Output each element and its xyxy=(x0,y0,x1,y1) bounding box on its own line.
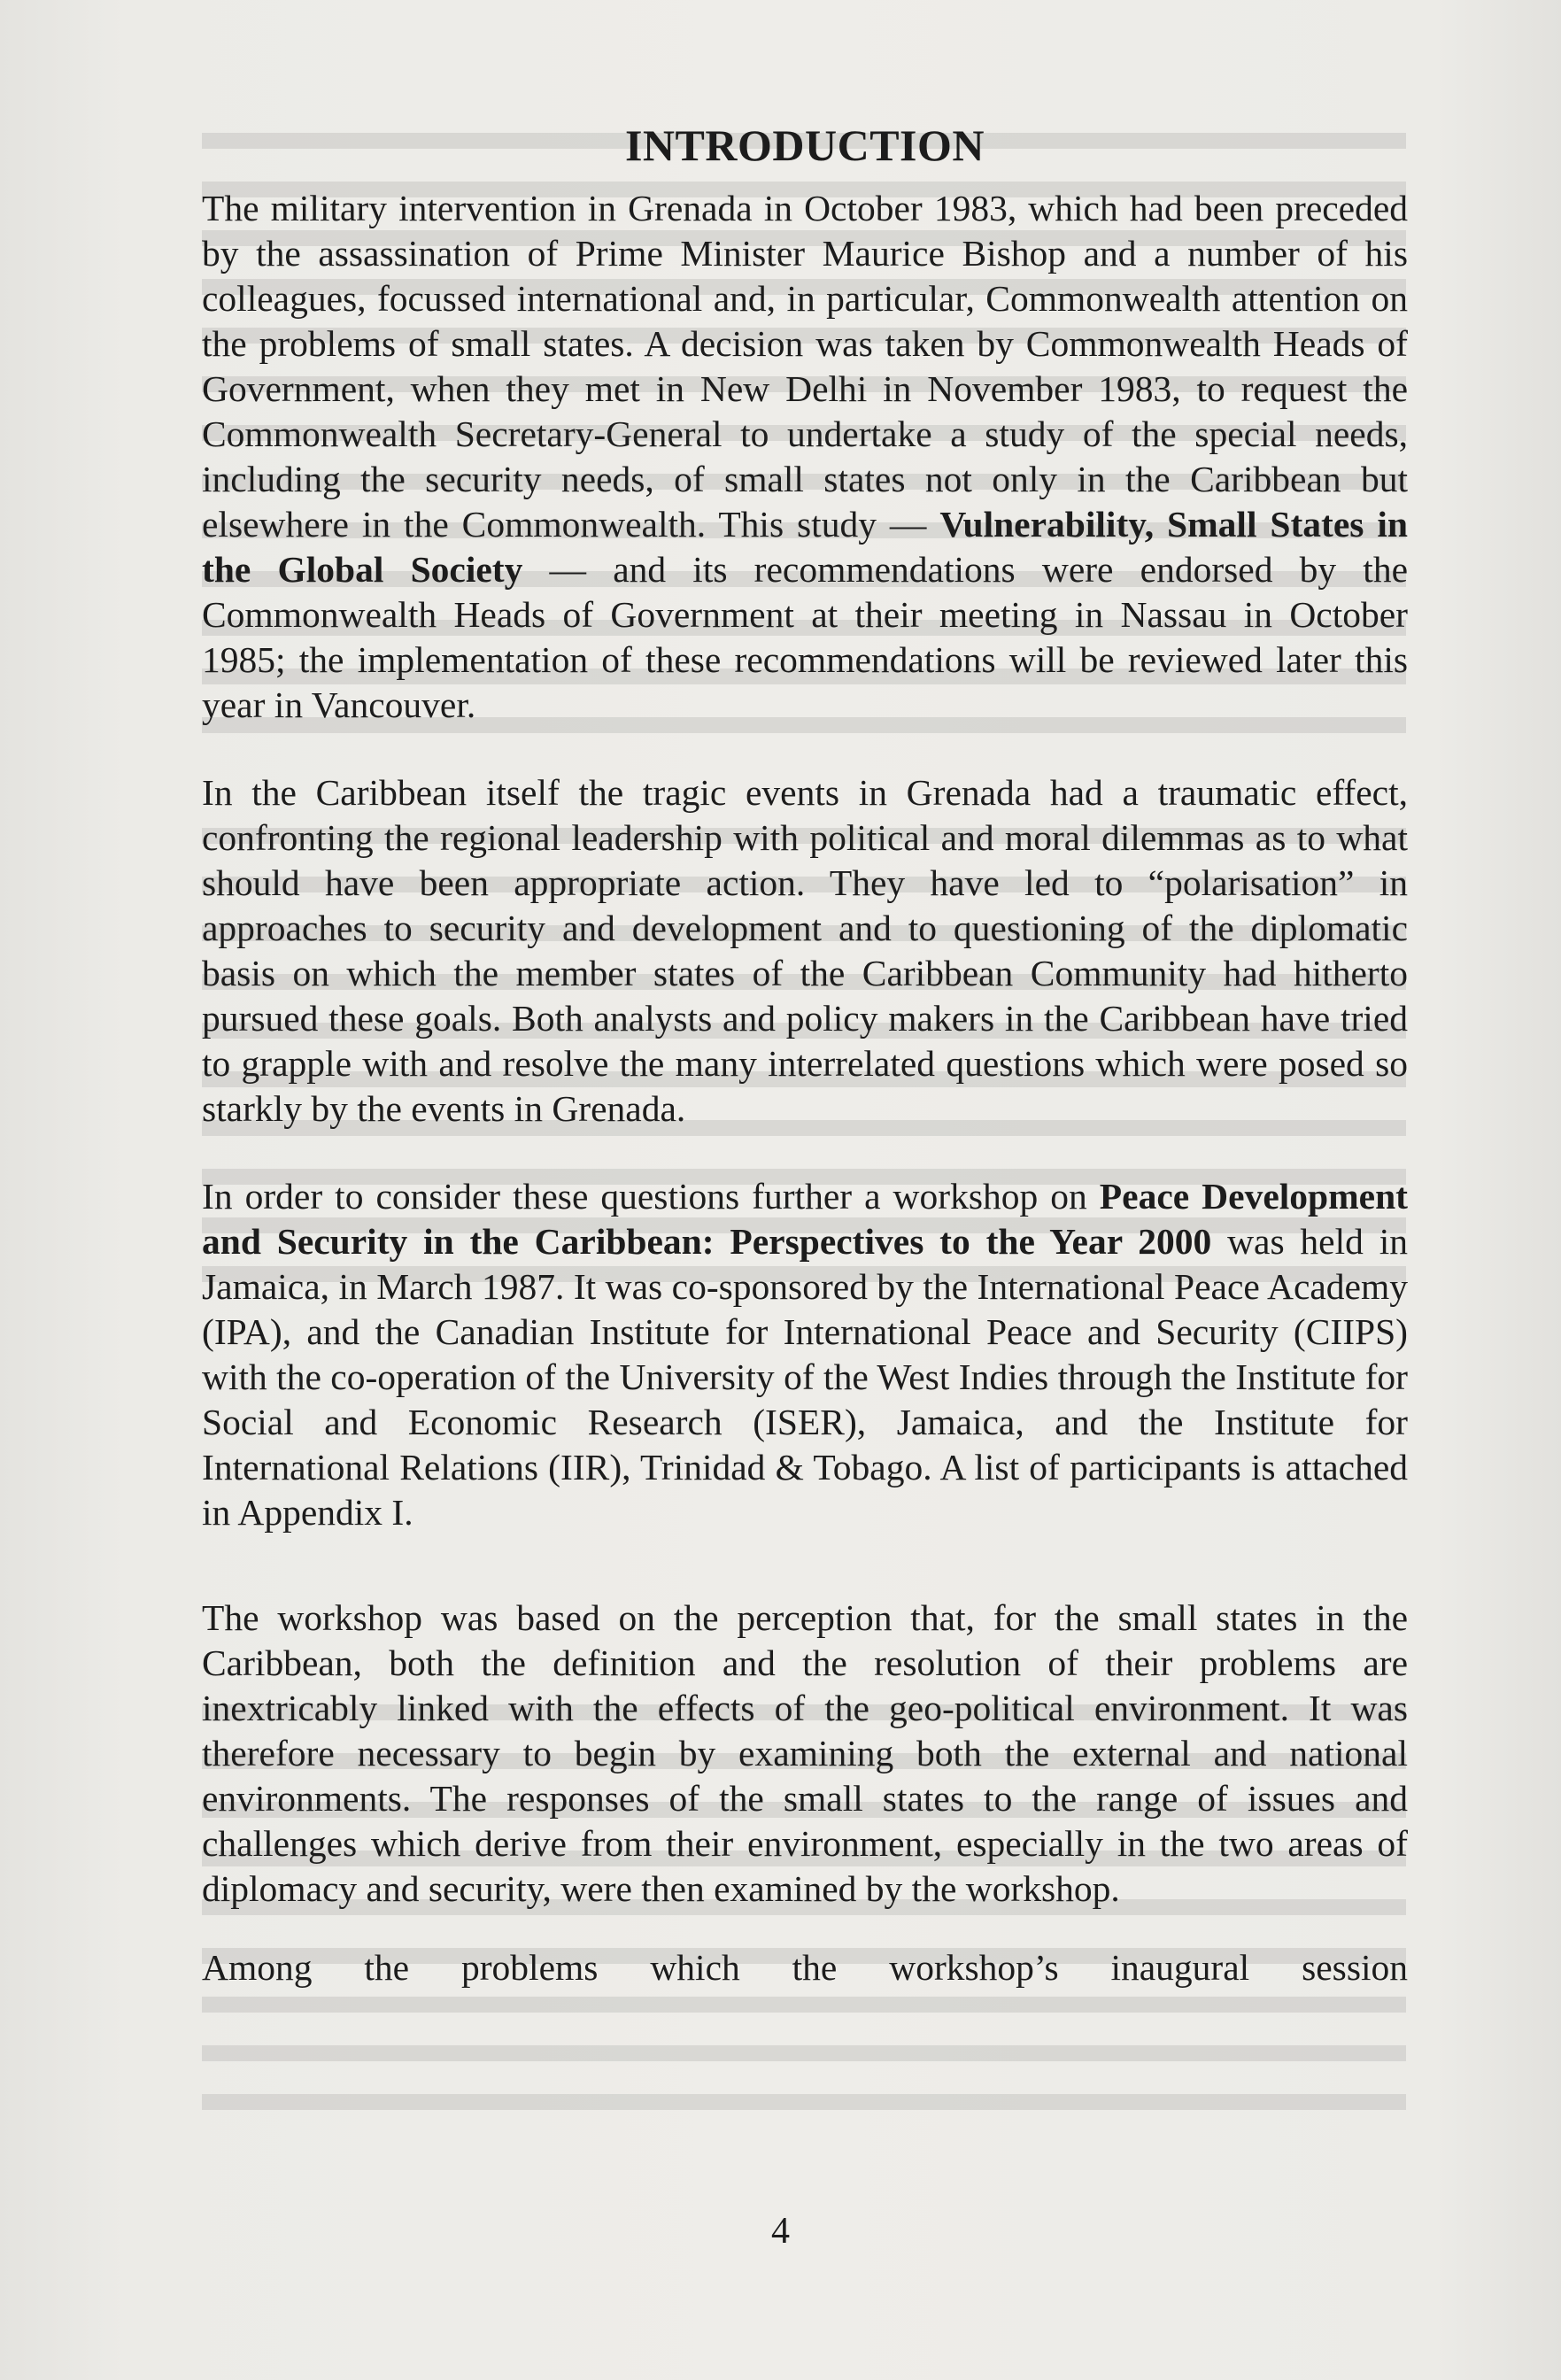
paragraph-2 xyxy=(202,770,1408,1132)
paragraph-2-text: In the Caribbean itself the tragic events in Grenada had a traumatic effect, confronting the regional leadership with political and moral dilemmas as to what should have been appropriate action. They have led to “polarisation” in approaches to security and development and to questioning of the diplomatic basis on which the member states of the Caribbean Community had hitherto pursued these goals. Both analysts and policy makers in the Caribbean have tried to grapple with and resolve the many interrelated questions which were posed so starkly by the events in Grenada. xyxy=(202,772,1408,1129)
paragraph-1-text-a: The military intervention in Grenada in October 1983, which had been preceded by the assassination of Prime Minister Maurice Bishop and a number of his colleagues, focussed international and, in particular, Commonwealth attention on the problems of small states. A decision was taken by Commonwealth Heads of Government, when they met in New Delhi in November 1983, to request the Commonwealth Secretary-General to undertake a study of the special needs, including the security needs, of small states not only in the Caribbean but elsewhere in the Commonwealth. This study — xyxy=(202,188,1408,545)
paragraph-1-text-b: — and its recommendations were endorsed by the Commonwealth Heads of Government at their meeting in Nassau in October 1985; the implementation of these recommendations will be reviewed later this year in Vancouver. xyxy=(202,549,1408,725)
page-number: 4 xyxy=(771,2211,790,2252)
paragraph-5-text: Among the problems which the workshop’s inaugural session xyxy=(202,1947,1408,1988)
paragraph-1 xyxy=(202,186,1408,728)
paragraph-5 xyxy=(202,1945,1408,1990)
text-column xyxy=(202,119,1408,1990)
study-title-bold: Vulnerability, Small States in the Global Society xyxy=(202,504,1408,590)
paragraph-3 xyxy=(202,1174,1408,1535)
page-title: INTRODUCTION xyxy=(624,120,985,170)
workshop-title-bold: Peace Development and Security in the Caribbean: Perspectives to the Year 2000 xyxy=(202,1176,1408,1262)
paragraph-3-text-b: was held in Jamaica, in March 1987. It was co-sponsored by the International Peace Academy (IPA), and the Canadian Institute for International Peace and Security (CIIPS) with the co-operation of the University of the West Indies through the Institute for Social and Economic Research (ISER), Jamaica, and the Institute for International Relations (IIR), Trinidad & Tobago. A list of participants is attached in Appendix I. xyxy=(202,1221,1408,1533)
paragraph-3-text-a: In order to consider these questions further a workshop on xyxy=(202,1176,1100,1217)
paragraph-4-text: The workshop was based on the perception that, for the small states in the Caribbean, both the definition and the resolution of their problems are inextricably linked with the effects of the geo-political environment. It was therefore necessary to begin by examining both the external and national environments. The responses of the small states to the range of issues and challenges which derive from their environment, especially in the two areas of diplomacy and security, were then examined by the workshop. xyxy=(202,1597,1408,1909)
paragraph-4 xyxy=(202,1596,1408,1912)
